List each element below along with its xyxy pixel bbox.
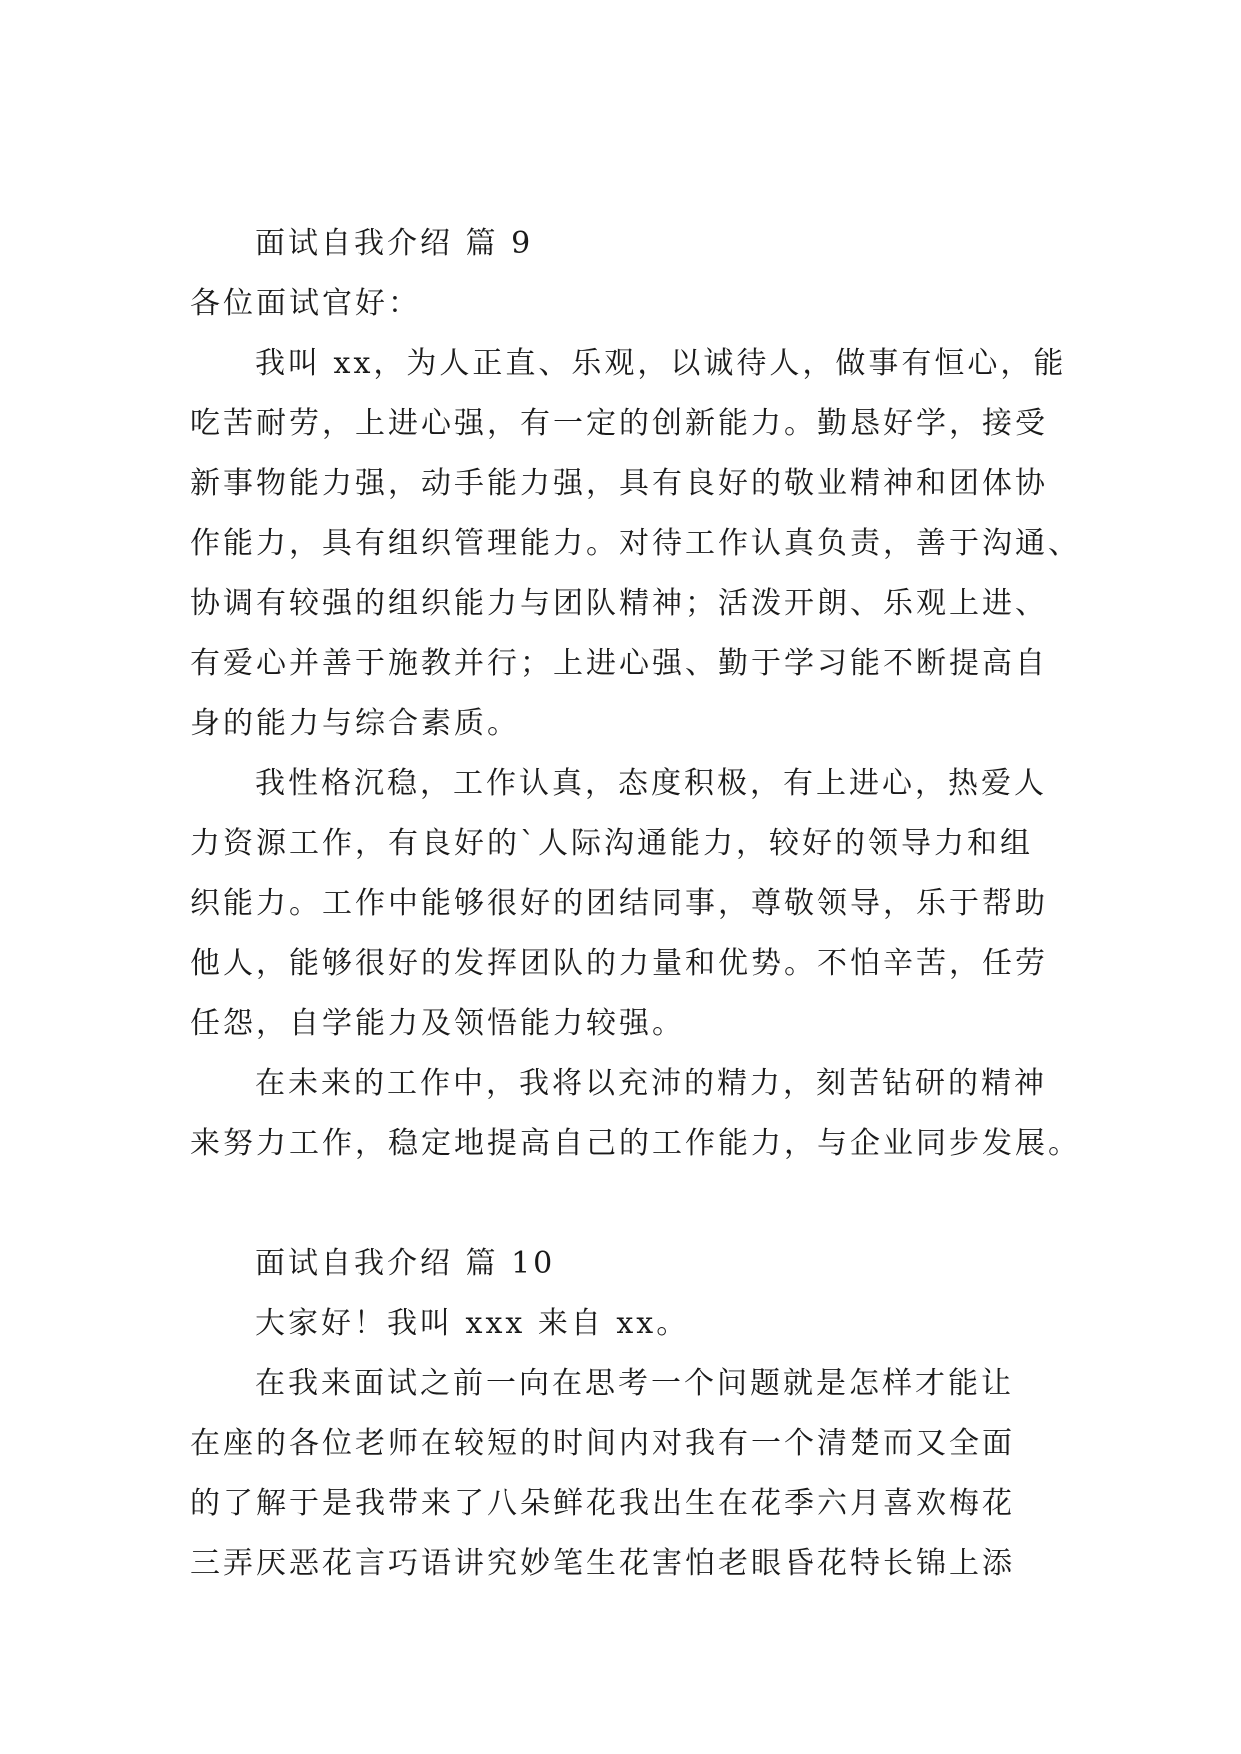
paragraph-line: 我叫 xx，为人正直、乐观，以诚待人，做事有恒心，能 [255,346,1067,381]
paragraph-line: 在座的各位老师在较短的时间内对我有一个清楚而又全面 [190,1426,1015,1461]
section-9-greeting: 各位面试官好： [190,286,421,321]
paragraph-line: 新事物能力强，动手能力强，具有良好的敬业精神和团体协 [190,466,1048,501]
paragraph-line: 协调有较强的组织能力与团队精神；活泼开朗、乐观上进、 [190,586,1048,621]
paragraph-line: 作能力，具有组织管理能力。对待工作认真负责，善于沟通、 [190,526,1081,561]
paragraph-line: 在我来面试之前一向在思考一个问题就是怎样才能让 [255,1366,1014,1401]
paragraph-line: 在未来的工作中，我将以充沛的精力，刻苦钻研的精神 [255,1066,1047,1101]
paragraph-line: 有爱心并善于施教并行；上进心强、勤于学习能不断提高自 [190,646,1048,681]
paragraph-line: 我性格沉稳，工作认真，态度积极，有上进心，热爱人 [255,766,1047,801]
section-10-greeting: 大家好！我叫 xxx 来自 xx。 [255,1306,690,1341]
paragraph-line: 他人，能够很好的发挥团队的力量和优势。不怕辛苦，任劳 [190,946,1048,981]
paragraph-line: 织能力。工作中能够很好的团结同事，尊敬领导，乐于帮助 [190,886,1048,921]
paragraph-line: 吃苦耐劳，上进心强，有一定的创新能力。勤恳好学，接受 [190,406,1048,441]
paragraph-line: 的了解于是我带来了八朵鲜花我出生在花季六月喜欢梅花 [190,1486,1015,1521]
paragraph-line: 三弄厌恶花言巧语讲究妙笔生花害怕老眼昏花特长锦上添 [190,1546,1015,1581]
paragraph-line: 身的能力与综合素质。 [190,706,520,741]
paragraph-line: 来努力工作，稳定地提高自己的工作能力，与企业同步发展。 [190,1126,1081,1161]
paragraph-line: 力资源工作，有良好的`人际沟通能力，较好的领导力和组 [190,826,1033,861]
section-10-title: 面试自我介绍 篇 10 [255,1246,556,1281]
paragraph-line: 任怨，自学能力及领悟能力较强。 [190,1006,685,1041]
section-9-title: 面试自我介绍 篇 9 [255,226,534,261]
